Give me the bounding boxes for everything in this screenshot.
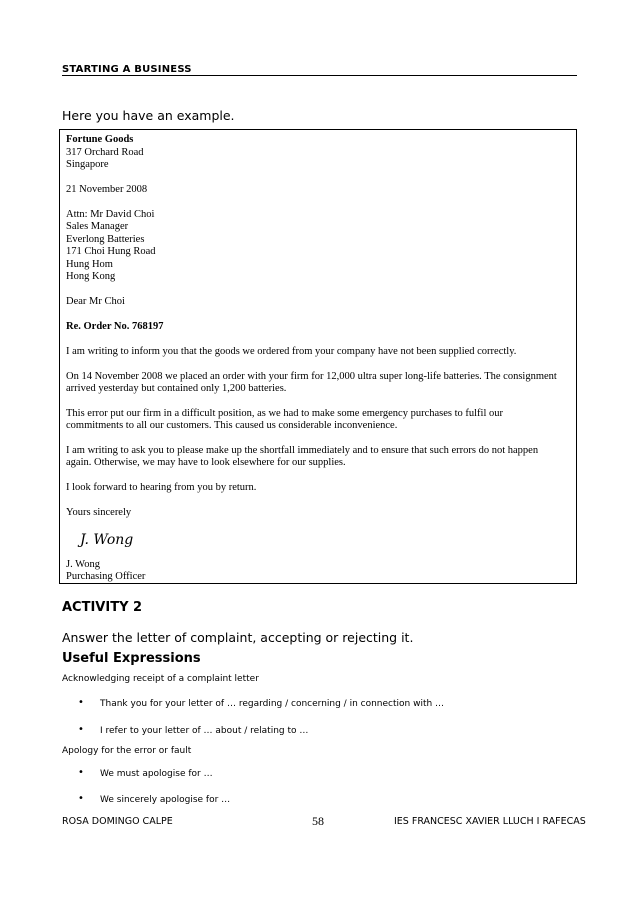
section-heading-acknowledging: Acknowledging receipt of a complaint letter bbox=[62, 674, 259, 684]
sender-city: Singapore bbox=[66, 159, 109, 170]
bullet-icon: • bbox=[78, 767, 84, 778]
running-header: STARTING A BUSINESS bbox=[62, 64, 192, 75]
expression-item: Thank you for your letter of … regarding / concerning / in connection with … bbox=[100, 699, 445, 709]
paragraph-2-line-2: arrived yesterday but contained only 1,200 batteries. bbox=[66, 383, 287, 394]
section-heading-apology: Apology for the error or fault bbox=[62, 746, 192, 756]
bullet-icon: • bbox=[78, 724, 84, 735]
sender-street: 317 Orchard Road bbox=[66, 147, 144, 158]
paragraph-4-line-2: again. Otherwise, we may have to look elsewhere for our supplies. bbox=[66, 457, 346, 468]
paragraph-5-line-1: I look forward to hearing from you by return. bbox=[66, 482, 257, 493]
recipient-attn: Attn: Mr David Choi bbox=[66, 209, 155, 220]
footer-school: IES FRANCESC XAVIER LLUCH I RAFECAS bbox=[394, 816, 586, 827]
paragraph-3-line-2: commitments to all our customers. This caused us considerable inconvenience. bbox=[66, 420, 398, 431]
recipient-district: Hung Hom bbox=[66, 259, 113, 270]
header-rule bbox=[62, 75, 577, 76]
activity-instruction: Answer the letter of complaint, accepting or rejecting it. bbox=[62, 630, 414, 645]
handwritten-signature: J. Wong bbox=[80, 532, 134, 548]
recipient-street: 171 Choi Hung Road bbox=[66, 246, 156, 257]
signer-position: Purchasing Officer bbox=[66, 571, 146, 582]
paragraph-1-line-1: I am writing to inform you that the goods we ordered from your company have not been supplied correctly. bbox=[66, 346, 517, 357]
bullet-icon: • bbox=[78, 793, 84, 804]
paragraph-2-line-1: On 14 November 2008 we placed an order with your firm for 12,000 ultra super long-life batteries. The consignment bbox=[66, 371, 557, 382]
bullet-icon: • bbox=[78, 697, 84, 708]
activity-title: ACTIVITY 2 bbox=[62, 600, 143, 615]
useful-expressions-title: Useful Expressions bbox=[62, 651, 201, 666]
recipient-title: Sales Manager bbox=[66, 221, 129, 232]
page-number: 58 bbox=[312, 814, 324, 828]
recipient-company: Everlong Batteries bbox=[66, 234, 145, 245]
intro-text: Here you have an example. bbox=[62, 108, 235, 123]
signer-name: J. Wong bbox=[66, 559, 100, 570]
paragraph-4-line-1: I am writing to ask you to please make up the shortfall immediately and to ensure that such errors do not happen bbox=[66, 445, 539, 456]
closing: Yours sincerely bbox=[66, 507, 132, 518]
expression-item: We must apologise for … bbox=[100, 769, 213, 779]
expression-item: We sincerely apologise for … bbox=[100, 795, 231, 805]
letter-date: 21 November 2008 bbox=[66, 184, 148, 195]
expression-item: I refer to your letter of … about / relating to … bbox=[100, 726, 309, 736]
footer-author: ROSA DOMINGO CALPE bbox=[62, 816, 173, 827]
paragraph-3-line-1: This error put our firm in a difficult position, as we had to make some emergency purchases to fulfil our bbox=[66, 408, 504, 419]
recipient-city: Hong Kong bbox=[66, 271, 116, 282]
letter-subject: Re. Order No. 768197 bbox=[66, 321, 164, 332]
salutation: Dear Mr Choi bbox=[66, 296, 125, 307]
sender-name: Fortune Goods bbox=[66, 134, 134, 145]
